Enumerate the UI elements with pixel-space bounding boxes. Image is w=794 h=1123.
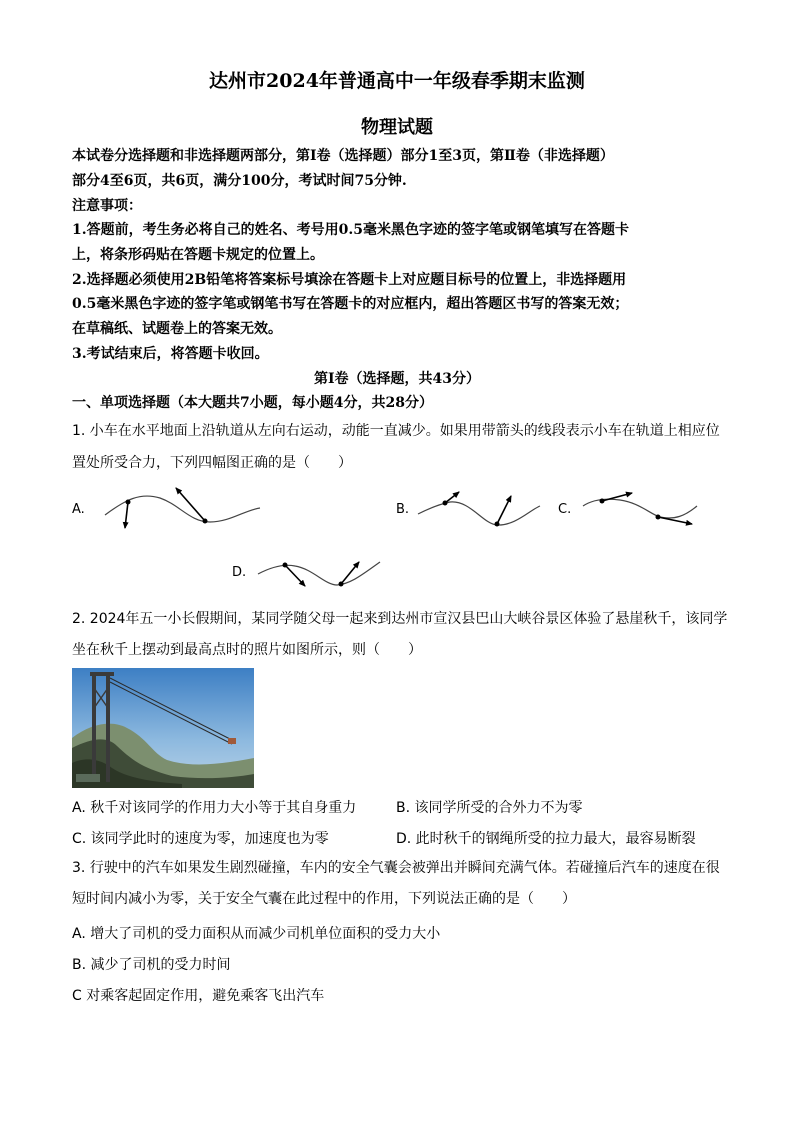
q1-stem-line: 1. 小车在水平地面上沿轨道从左向右运动，动能一直减少。如果用带箭头的线段表示小车在轨道上相应位	[72, 423, 720, 439]
q2-option-d[interactable]: D. 此时秋千的钢绳所受的拉力最大，最容易断裂	[396, 831, 696, 847]
note-line: 2.选择题必须使用2B铅笔将答案标号填涂在答题卡上对应题目标号的位置上，非选择题用	[72, 272, 627, 288]
q1-stem-line: 置处所受合力，下列四幅图正确的是（ ）	[72, 455, 352, 471]
intro-line: 本试卷分选择题和非选择题两部分，第Ⅰ卷（选择题）部分1至3页，第Ⅱ卷（非选择题）	[72, 148, 614, 164]
q2-option-a[interactable]: A. 秋千对该同学的作用力大小等于其自身重力	[72, 800, 357, 816]
note-line: 0.5毫米黑色字迹的签字笔或钢笔书写在答题卡的对应框内，超出答题区书写的答案无效；	[72, 296, 629, 312]
q1-figure-b	[415, 488, 545, 533]
q1-figure-c	[580, 488, 710, 533]
swing-photo	[72, 668, 254, 788]
q3-stem-line: 3. 行驶中的汽车如果发生剧烈碰撞，车内的安全气囊会被弹出并瞬间充满气体。若碰撞后汽车的速度在很	[72, 860, 720, 876]
note-line: 3.考试结束后，将答题卡收回。	[72, 346, 269, 362]
q1-figure-a	[100, 480, 270, 535]
q2-option-b[interactable]: B. 该同学所受的合外力不为零	[396, 800, 583, 816]
part-title: 第Ⅰ卷（选择题，共43分）	[313, 371, 481, 387]
q1-option-a-label: A.	[72, 502, 85, 517]
section-heading: 一、单项选择题（本大题共7小题，每小题4分，共28分）	[72, 395, 433, 411]
q3-stem-line: 短时间内减小为零，关于安全气囊在此过程中的作用，下列说法正确的是（ ）	[72, 891, 576, 907]
q3-option-b[interactable]: B. 减少了司机的受力时间	[72, 957, 231, 973]
note-line: 上，将条形码贴在答题卡规定的位置上。	[72, 247, 324, 263]
exam-title: 达州市2024年普通高中一年级春季期末监测	[209, 70, 585, 92]
q2-stem-line: 坐在秋千上摆动到最高点时的照片如图所示，则（ ）	[72, 642, 422, 658]
exam-subtitle: 物理试题	[361, 117, 433, 138]
q3-option-c[interactable]: C 对乘客起固定作用，避免乘客飞出汽车	[72, 988, 325, 1004]
note-line: 1.答题前，考生务必将自己的姓名、考号用0.5毫米黑色字迹的签字笔或钢笔填写在答题卡	[72, 222, 629, 238]
q1-figure-d	[255, 552, 385, 597]
q2-option-c[interactable]: C. 该同学此时的速度为零，加速度也为零	[72, 831, 329, 847]
q1-option-c-label: C.	[558, 502, 572, 517]
q1-option-b-label: B.	[396, 502, 410, 517]
q3-option-a[interactable]: A. 增大了司机的受力面积从而减少司机单位面积的受力大小	[72, 926, 441, 942]
q1-option-d-label: D.	[232, 565, 247, 580]
q2-stem-line: 2. 2024年五一小长假期间，某同学随父母一起来到达州市宣汉县巴山大峡谷景区体验了悬崖秋千，该同学	[72, 611, 728, 627]
note-line: 在草稿纸、试题卷上的答案无效。	[72, 321, 282, 337]
notes-heading: 注意事项：	[72, 198, 142, 214]
intro-line: 部分4至6页，共6页，满分100分，考试时间75分钟.	[72, 173, 407, 189]
